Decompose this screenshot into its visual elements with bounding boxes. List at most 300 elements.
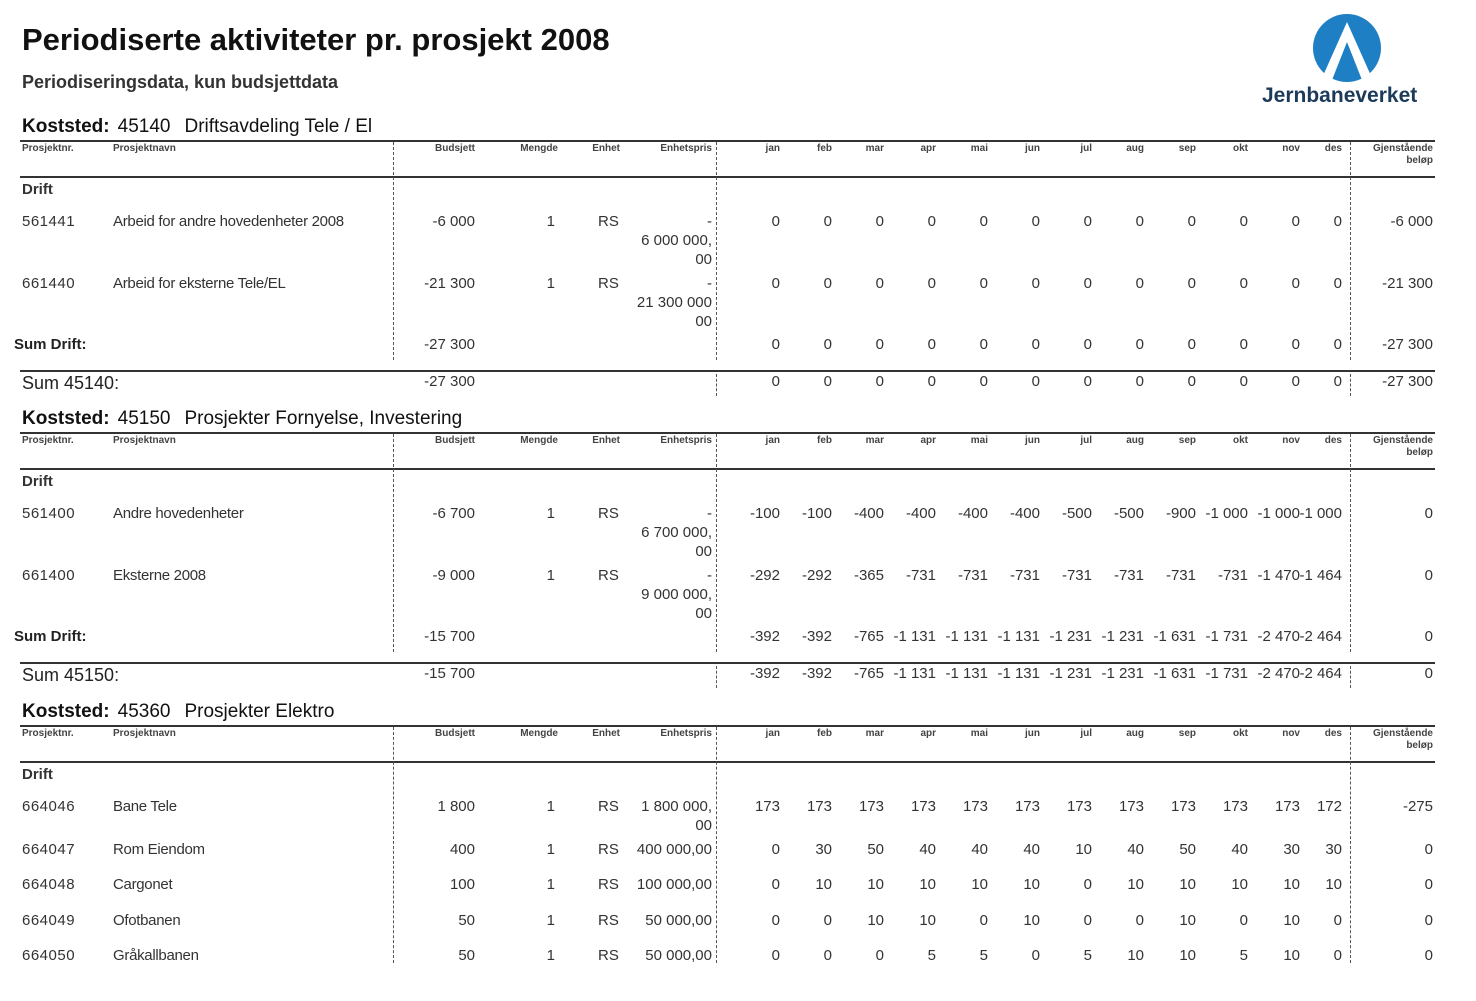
month-header: sep <box>1178 435 1196 446</box>
month-cell: 0 <box>1291 213 1300 230</box>
month-cell: -2 470 <box>1257 628 1300 645</box>
month-cell: -1 131 <box>997 628 1040 645</box>
month-header: jun <box>1025 728 1040 739</box>
column-header: beløp <box>1406 740 1433 751</box>
month-cell: 10 <box>919 876 936 893</box>
month-cell: 173 <box>1066 798 1092 815</box>
enhetspris-cell: - <box>707 567 712 584</box>
month-header: jul <box>1080 728 1092 739</box>
month-cell: 0 <box>979 275 988 292</box>
enhetspris-cell: 1 800 000, <box>641 798 712 815</box>
month-cell: 0 <box>979 912 988 929</box>
prosjekt-nr: 661440 <box>22 275 76 292</box>
budsjett-cell: -6 000 <box>432 213 475 230</box>
month-cell: -731 <box>1217 567 1248 584</box>
month-cell: -765 <box>853 665 884 682</box>
gjenstaende-cell: -27 300 <box>1382 336 1433 353</box>
month-header: mar <box>865 728 884 739</box>
month-cell: -392 <box>749 628 780 645</box>
koststed-section <box>0 701 1476 1001</box>
mengde-cell: 1 <box>546 505 555 522</box>
month-header: des <box>1324 143 1342 154</box>
koststed-label: Koststed: <box>22 116 110 137</box>
budsjett-cell: -27 300 <box>424 373 475 390</box>
month-cell: 173 <box>1274 798 1300 815</box>
month-header: mai <box>970 143 988 154</box>
column-header: Enhet <box>592 435 620 446</box>
column-header: Enhetspris <box>660 435 712 446</box>
month-cell: 0 <box>1031 275 1040 292</box>
budsjett-cell: -6 700 <box>432 505 475 522</box>
column-header: Mengde <box>520 143 558 154</box>
column-header: Budsjett <box>435 143 475 154</box>
month-cell: 0 <box>1135 912 1144 929</box>
enhetspris-cell: 100 000,00 <box>636 876 712 893</box>
month-cell: 0 <box>823 912 832 929</box>
enhetspris-cell: 50 000,00 <box>645 912 712 929</box>
month-header: des <box>1324 728 1342 739</box>
month-cell: -292 <box>801 567 832 584</box>
mengde-cell: 1 <box>546 567 555 584</box>
koststed-label: Koststed: <box>22 408 110 429</box>
enhet-cell: RS <box>598 567 619 584</box>
month-cell: 0 <box>771 336 780 353</box>
mengde-cell: 1 <box>546 841 555 858</box>
mengde-cell: 1 <box>546 912 555 929</box>
month-cell: 0 <box>1291 373 1300 390</box>
month-cell: 10 <box>971 876 988 893</box>
month-cell: 0 <box>1187 275 1196 292</box>
month-cell: 0 <box>1135 373 1144 390</box>
month-cell: 0 <box>771 947 780 964</box>
month-cell: -2 464 <box>1299 665 1342 682</box>
enhet-cell: RS <box>598 798 619 815</box>
month-cell: 10 <box>1127 876 1144 893</box>
month-cell: 5 <box>979 947 988 964</box>
month-cell: 30 <box>1283 841 1300 858</box>
month-cell: -1 131 <box>893 628 936 645</box>
column-header: Gjenstående <box>1372 435 1433 446</box>
month-header: jan <box>765 435 780 446</box>
month-cell: -1 131 <box>997 665 1040 682</box>
month-cell: -392 <box>801 628 832 645</box>
month-cell: 0 <box>771 213 780 230</box>
month-cell: 0 <box>1333 373 1342 390</box>
month-cell: 0 <box>927 373 936 390</box>
koststed-title <box>22 701 334 723</box>
enhetspris-cell: 6 000 000, <box>641 232 712 249</box>
budsjett-cell: -15 700 <box>424 628 475 645</box>
prosjekt-navn: Ofotbanen <box>113 912 181 929</box>
month-cell: -400 <box>853 505 884 522</box>
month-cell: 10 <box>867 876 884 893</box>
enhetspris-cell: 6 700 000, <box>641 524 712 541</box>
month-header: mai <box>970 435 988 446</box>
prosjekt-navn: Andre hovedenheter <box>113 505 244 522</box>
header-bottom-rule <box>20 761 1435 763</box>
column-header: Gjenstående <box>1372 728 1433 739</box>
month-cell: 40 <box>1231 841 1248 858</box>
month-cell: -1 731 <box>1205 628 1248 645</box>
month-cell: 10 <box>1325 876 1342 893</box>
month-cell: 0 <box>823 373 832 390</box>
column-divider <box>716 434 717 652</box>
gjenstaende-cell: 0 <box>1424 505 1433 522</box>
header-bottom-rule <box>20 176 1435 178</box>
header-top-rule <box>20 140 1435 142</box>
month-cell: -1 131 <box>893 665 936 682</box>
month-cell: 50 <box>1179 841 1196 858</box>
enhetspris-cell: 21 300 000 <box>636 294 712 311</box>
month-cell: -2 470 <box>1257 665 1300 682</box>
month-header: okt <box>1233 143 1248 154</box>
month-cell: 0 <box>875 213 884 230</box>
month-cell: -500 <box>1061 505 1092 522</box>
prosjekt-navn: Arbeid for eksterne Tele/EL <box>113 275 286 292</box>
prosjekt-nr: 664048 <box>22 876 76 893</box>
month-cell: 10 <box>1023 876 1040 893</box>
prosjekt-navn: Arbeid for andre hovedenheter 2008 <box>113 213 344 230</box>
month-cell: 0 <box>771 841 780 858</box>
month-cell: 5 <box>1083 947 1092 964</box>
column-divider <box>1350 434 1351 652</box>
sum-koststed-label: Sum 45150: <box>22 665 120 685</box>
month-header: des <box>1324 435 1342 446</box>
month-cell: 10 <box>867 912 884 929</box>
month-cell: -731 <box>1165 567 1196 584</box>
month-header: feb <box>817 728 832 739</box>
month-header: jun <box>1025 435 1040 446</box>
month-cell: 0 <box>979 336 988 353</box>
month-header: mai <box>970 728 988 739</box>
month-header: okt <box>1233 435 1248 446</box>
month-cell: -400 <box>905 505 936 522</box>
month-cell: -1 470 <box>1257 567 1300 584</box>
prosjekt-navn: Cargonet <box>113 876 173 893</box>
column-divider <box>1350 374 1351 396</box>
enhetspris-cell: 00 <box>695 251 712 268</box>
month-cell: -1 231 <box>1101 628 1144 645</box>
budsjett-cell: -15 700 <box>424 665 475 682</box>
month-cell: 173 <box>1222 798 1248 815</box>
month-cell: 10 <box>1283 876 1300 893</box>
koststed-number: 45140 <box>117 116 171 137</box>
month-cell: 10 <box>1179 912 1196 929</box>
month-cell: 10 <box>1075 841 1092 858</box>
enhetspris-cell: - <box>707 213 712 230</box>
enhet-cell: RS <box>598 912 619 929</box>
sum-drift-label: Sum Drift: <box>14 628 87 645</box>
month-cell: 0 <box>1239 275 1248 292</box>
month-header: nov <box>1282 728 1300 739</box>
prosjekt-nr: 664047 <box>22 841 76 858</box>
month-cell: 40 <box>1127 841 1144 858</box>
month-header: aug <box>1126 143 1144 154</box>
month-cell: 10 <box>1231 876 1248 893</box>
prosjekt-navn: Bane Tele <box>113 798 177 815</box>
month-cell: 0 <box>823 947 832 964</box>
month-cell: -731 <box>1061 567 1092 584</box>
month-cell: -1 631 <box>1153 628 1196 645</box>
enhetspris-cell: 00 <box>695 605 712 622</box>
gjenstaende-cell: 0 <box>1424 947 1433 964</box>
month-cell: -292 <box>749 567 780 584</box>
month-cell: 10 <box>1023 912 1040 929</box>
month-cell: 10 <box>1127 947 1144 964</box>
month-cell: -100 <box>749 505 780 522</box>
enhet-cell: RS <box>598 505 619 522</box>
koststed-section <box>0 116 1476 416</box>
prosjekt-nr: 661400 <box>22 567 76 584</box>
month-cell: 0 <box>927 336 936 353</box>
column-header: Prosjektnavn <box>113 143 176 154</box>
month-header: jan <box>765 728 780 739</box>
month-header: feb <box>817 143 832 154</box>
header-top-rule <box>20 725 1435 727</box>
enhetspris-cell: - <box>707 505 712 522</box>
budsjett-cell: 50 <box>458 912 475 929</box>
month-header: apr <box>920 435 936 446</box>
month-header: sep <box>1178 728 1196 739</box>
month-cell: -392 <box>749 665 780 682</box>
column-divider <box>1350 727 1351 963</box>
enhetspris-cell: 50 000,00 <box>645 947 712 964</box>
month-cell: 0 <box>1291 336 1300 353</box>
column-header: Prosjektnavn <box>113 435 176 446</box>
month-cell: 173 <box>1118 798 1144 815</box>
month-cell: 10 <box>815 876 832 893</box>
month-header: apr <box>920 728 936 739</box>
prosjekt-nr: 664046 <box>22 798 76 815</box>
month-cell: -1 631 <box>1153 665 1196 682</box>
gjenstaende-cell: 0 <box>1424 912 1433 929</box>
enhet-cell: RS <box>598 841 619 858</box>
enhet-cell: RS <box>598 876 619 893</box>
gjenstaende-cell: -275 <box>1402 798 1433 815</box>
month-cell: 0 <box>1239 373 1248 390</box>
month-cell: -1 000 <box>1299 505 1342 522</box>
enhetspris-cell: 400 000,00 <box>636 841 712 858</box>
month-cell: -731 <box>1009 567 1040 584</box>
month-cell: 5 <box>1239 947 1248 964</box>
month-cell: 0 <box>823 213 832 230</box>
column-header: Enhet <box>592 143 620 154</box>
column-header: Mengde <box>520 435 558 446</box>
month-cell: 0 <box>1239 213 1248 230</box>
month-cell: 0 <box>1239 912 1248 929</box>
header-bottom-rule <box>20 468 1435 470</box>
month-cell: 173 <box>858 798 884 815</box>
month-header: jun <box>1025 143 1040 154</box>
column-header: Gjenstående <box>1372 143 1433 154</box>
prosjekt-navn: Rom Eiendom <box>113 841 205 858</box>
month-cell: -400 <box>957 505 988 522</box>
budsjett-cell: 400 <box>449 841 475 858</box>
month-cell: -392 <box>801 665 832 682</box>
month-cell: 172 <box>1316 798 1342 815</box>
report-title: Periodiserte aktiviteter pr. prosjekt 2008 <box>22 22 610 57</box>
month-header: apr <box>920 143 936 154</box>
month-cell: 10 <box>1179 947 1196 964</box>
budsjett-cell: -27 300 <box>424 336 475 353</box>
month-header: aug <box>1126 435 1144 446</box>
month-cell: 0 <box>1187 373 1196 390</box>
gjenstaende-cell: -6 000 <box>1390 213 1433 230</box>
month-cell: 0 <box>979 373 988 390</box>
column-divider <box>1350 666 1351 688</box>
month-cell: 10 <box>1283 912 1300 929</box>
month-header: mar <box>865 435 884 446</box>
column-header: Prosjektnr. <box>22 435 74 446</box>
koststed-label: Koststed: <box>22 701 110 722</box>
month-cell: 40 <box>971 841 988 858</box>
group-label: Drift <box>22 181 53 198</box>
month-cell: -731 <box>957 567 988 584</box>
koststed-number: 45150 <box>117 408 171 429</box>
gjenstaende-cell: -21 300 <box>1382 275 1433 292</box>
koststed-name: Prosjekter Elektro <box>184 701 335 722</box>
enhetspris-cell: 00 <box>695 313 712 330</box>
sum-koststed-label: Sum 45140: <box>22 373 120 393</box>
month-cell: 0 <box>1333 912 1342 929</box>
column-header: Prosjektnr. <box>22 728 74 739</box>
month-cell: 40 <box>919 841 936 858</box>
column-header: Budsjett <box>435 728 475 739</box>
month-cell: 0 <box>1031 336 1040 353</box>
month-header: aug <box>1126 728 1144 739</box>
budsjett-cell: 1 800 <box>437 798 475 815</box>
report-subtitle: Periodiseringsdata, kun budsjettdata <box>22 72 339 92</box>
month-cell: 0 <box>1031 213 1040 230</box>
month-cell: 0 <box>1333 947 1342 964</box>
month-cell: 0 <box>771 876 780 893</box>
month-cell: 30 <box>815 841 832 858</box>
month-header: nov <box>1282 435 1300 446</box>
month-cell: 0 <box>1083 876 1092 893</box>
month-cell: 50 <box>867 841 884 858</box>
month-cell: -1 231 <box>1049 628 1092 645</box>
month-cell: 0 <box>1083 275 1092 292</box>
koststed-section <box>0 408 1476 708</box>
month-cell: 0 <box>1083 912 1092 929</box>
column-divider <box>716 374 717 396</box>
month-cell: 0 <box>1135 213 1144 230</box>
month-cell: -365 <box>853 567 884 584</box>
month-cell: 0 <box>1333 336 1342 353</box>
month-cell: 0 <box>1291 275 1300 292</box>
month-cell: 0 <box>1083 373 1092 390</box>
month-cell: 0 <box>927 213 936 230</box>
month-header: feb <box>817 435 832 446</box>
month-cell: 0 <box>927 275 936 292</box>
month-cell: 0 <box>1187 213 1196 230</box>
column-header: Enhetspris <box>660 143 712 154</box>
month-cell: 0 <box>1187 336 1196 353</box>
enhet-cell: RS <box>598 213 619 230</box>
group-label: Drift <box>22 473 53 490</box>
column-header: Enhetspris <box>660 728 712 739</box>
month-cell: -100 <box>801 505 832 522</box>
prosjekt-navn: Gråkallbanen <box>113 947 199 964</box>
enhet-cell: RS <box>598 275 619 292</box>
budsjett-cell: -21 300 <box>424 275 475 292</box>
enhetspris-cell: - <box>707 275 712 292</box>
column-divider <box>393 434 394 652</box>
month-header: nov <box>1282 143 1300 154</box>
enhetspris-cell: 00 <box>695 543 712 560</box>
month-cell: -1 231 <box>1101 665 1144 682</box>
month-cell: -731 <box>1113 567 1144 584</box>
budsjett-cell: 50 <box>458 947 475 964</box>
koststed-number: 45360 <box>117 701 171 722</box>
month-cell: 0 <box>1135 336 1144 353</box>
gjenstaende-cell: 0 <box>1424 876 1433 893</box>
month-cell: 0 <box>1083 213 1092 230</box>
mengde-cell: 1 <box>546 798 555 815</box>
prosjekt-nr: 561441 <box>22 213 76 230</box>
month-header: jan <box>765 143 780 154</box>
enhetspris-cell: 00 <box>695 817 712 834</box>
month-header: jul <box>1080 435 1092 446</box>
month-cell: 0 <box>875 336 884 353</box>
koststed-name: Driftsavdeling Tele / El <box>184 116 373 137</box>
month-header: okt <box>1233 728 1248 739</box>
gjenstaende-cell: 0 <box>1424 841 1433 858</box>
month-cell: 10 <box>919 912 936 929</box>
month-cell: 0 <box>875 275 884 292</box>
prosjekt-nr: 664049 <box>22 912 76 929</box>
gjenstaende-cell: 0 <box>1424 567 1433 584</box>
logo-text: Jernbaneverket <box>1262 84 1418 107</box>
prosjekt-navn: Eksterne 2008 <box>113 567 206 584</box>
column-header: Enhet <box>592 728 620 739</box>
column-divider <box>393 142 394 360</box>
month-cell: -1 131 <box>945 628 988 645</box>
gjenstaende-cell: 0 <box>1424 628 1433 645</box>
column-header: Mengde <box>520 728 558 739</box>
month-cell: -1 131 <box>945 665 988 682</box>
mengde-cell: 1 <box>546 275 555 292</box>
column-divider <box>716 727 717 963</box>
month-cell: -2 464 <box>1299 628 1342 645</box>
mengde-cell: 1 <box>546 213 555 230</box>
month-cell: -1 000 <box>1257 505 1300 522</box>
month-cell: 40 <box>1023 841 1040 858</box>
column-header: beløp <box>1406 155 1433 166</box>
enhet-cell: RS <box>598 947 619 964</box>
month-header: mar <box>865 143 884 154</box>
prosjekt-nr: 561400 <box>22 505 76 522</box>
column-header: Prosjektnr. <box>22 143 74 154</box>
month-cell: 0 <box>1333 275 1342 292</box>
month-cell: 173 <box>962 798 988 815</box>
month-cell: 0 <box>1083 336 1092 353</box>
month-cell: 173 <box>754 798 780 815</box>
koststed-name: Prosjekter Fornyelse, Investering <box>184 408 463 429</box>
month-cell: 0 <box>979 213 988 230</box>
column-divider <box>1350 142 1351 360</box>
koststed-title <box>22 408 462 430</box>
enhetspris-cell: 9 000 000, <box>641 586 712 603</box>
month-cell: 0 <box>823 336 832 353</box>
month-cell: 0 <box>1031 947 1040 964</box>
month-cell: 0 <box>1031 373 1040 390</box>
month-cell: 10 <box>1283 947 1300 964</box>
column-header: Budsjett <box>435 435 475 446</box>
month-cell: -1 464 <box>1299 567 1342 584</box>
mengde-cell: 1 <box>546 876 555 893</box>
month-cell: 0 <box>875 373 884 390</box>
